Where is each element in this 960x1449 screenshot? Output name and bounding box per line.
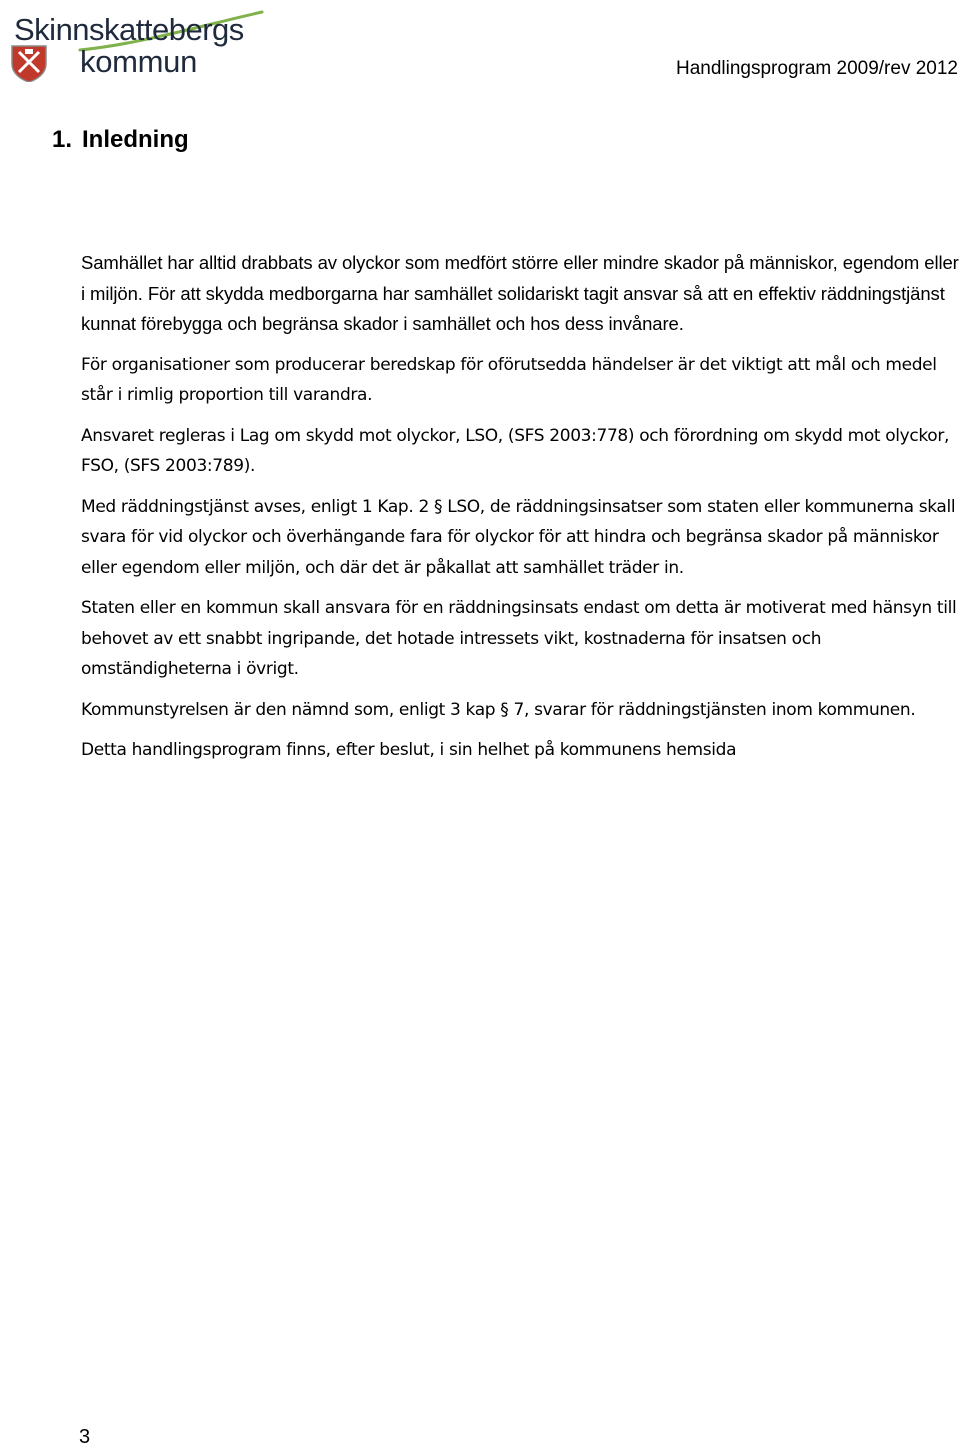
section-title: Inledning xyxy=(82,126,189,153)
paragraph: Detta handlingsprogram finns, efter beslut, i sin helhet på kommunens hemsida xyxy=(81,740,737,760)
page-number: 3 xyxy=(79,1426,91,1448)
paragraph: Ansvaret regleras i Lag om skydd mot olyckor, LSO, (SFS 2003:778) och förordning om skydd mot olyckor, FSO, (SFS 2003:789). xyxy=(81,425,950,476)
body-text xyxy=(81,248,959,776)
paragraph: Samhället har alltid drabbats av olyckor som medfört större eller mindre skador på människor, egendom eller i miljön. För att skydda medborgarna har samhället solidariskt tagit ansvar så att en effektiv räddningstjänst kunnat förebygga och begränsa skador i samhället och hos dess invånare. xyxy=(81,252,959,334)
paragraph: För organisationer som producerar beredskap för oförutsedda händelser är det viktigt att mål och medel står i rimlig proportion till varandra. xyxy=(81,354,937,405)
section-number: 1. xyxy=(52,126,73,153)
coat-of-arms-icon xyxy=(12,46,46,82)
paragraph: Staten eller en kommun skall ansvara för en räddningsinsats endast om detta är motiverat med hänsyn till behovet av ett snabbt ingripande, det hotade intressets vikt, kostnaderna för insatsen och omständigheterna i övrigt. xyxy=(81,598,957,679)
municipality-logo xyxy=(10,6,272,82)
paragraph: Kommunstyrelsen är den nämnd som, enligt 3 kap § 7, svarar för räddningstjänsten inom kommunen. xyxy=(81,699,916,720)
page-header xyxy=(0,0,960,100)
svg-text:Skinnskattebergs: Skinnskattebergs xyxy=(14,12,244,47)
section-heading xyxy=(52,126,189,154)
paragraph: Med räddningstjänst avses, enligt 1 Kap. 2 § LSO, de räddningsinsatser som staten eller kommunerna skall svara för vid olyckor och överhängande fara för olyckor för att hindra och begränsa skador på människor eller egendom eller miljön, och där det är påkallat att samhället träder in. xyxy=(81,496,956,578)
svg-text:kommun: kommun xyxy=(80,44,198,79)
document-title: Handlingsprogram 2009/rev 2012 xyxy=(675,58,958,79)
